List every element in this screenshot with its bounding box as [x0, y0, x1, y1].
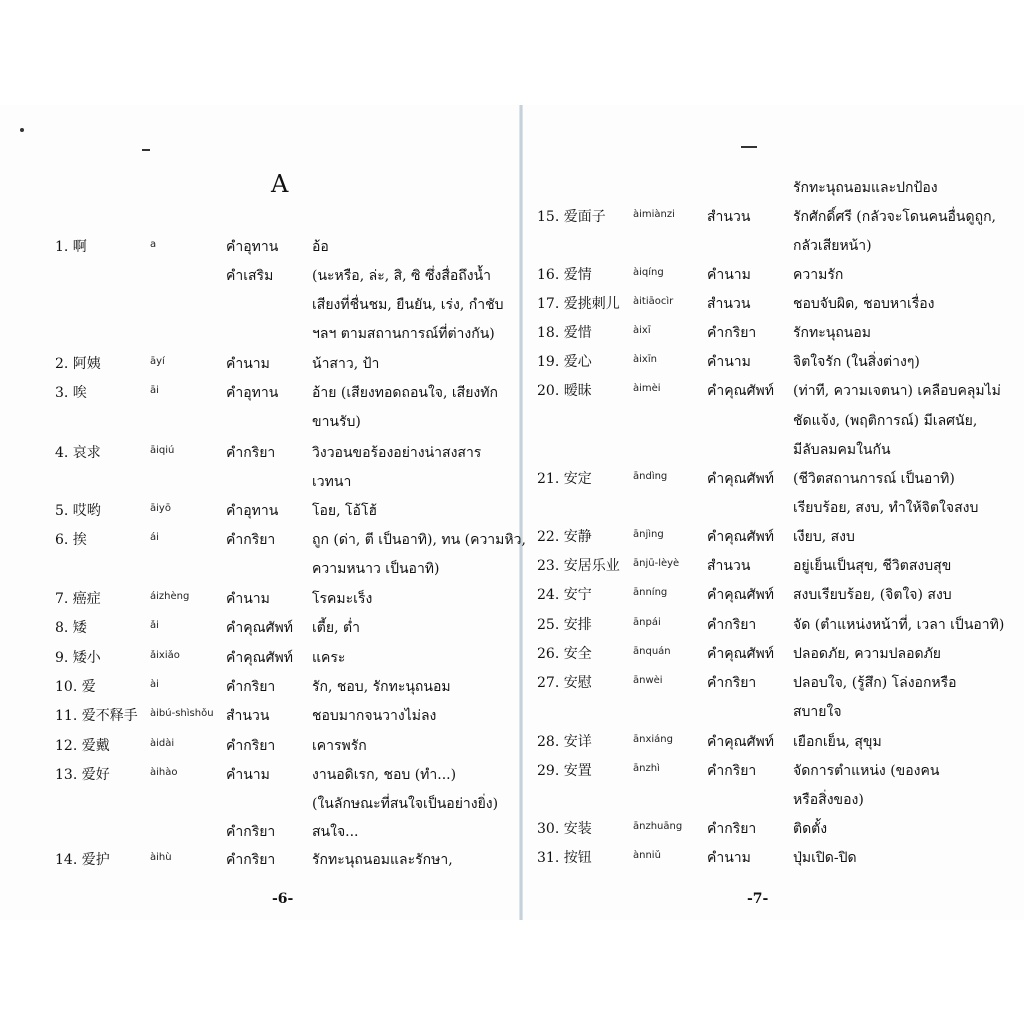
entry-meaning: สบายใจ	[793, 704, 842, 720]
entry-meaning: กลัวเสียหน้า)	[793, 238, 872, 254]
entry-meaning: (ในลักษณะที่สนใจเป็นอย่างยิ่ง)	[312, 796, 499, 812]
ink-speck	[741, 146, 757, 148]
entry-number: 18. 爱惜	[537, 325, 592, 341]
entry-number: 26. 安全	[537, 646, 592, 662]
ink-speck	[142, 149, 150, 151]
entry-part-of-speech: คำนาม	[226, 591, 270, 607]
entry-pinyin: ài	[150, 679, 159, 690]
entry-pinyin: àixīn	[633, 354, 657, 365]
entry-part-of-speech: คำคุณศัพท์	[707, 734, 774, 750]
entry-pinyin: ānzhì	[633, 763, 660, 774]
entry-meaning: ถูก (ด่า, ตี เป็นอาทิ), ทน (ความหิว,	[312, 532, 526, 548]
entry-number: 30. 安装	[537, 821, 592, 837]
entry-part-of-speech: คำนาม	[707, 850, 751, 866]
entry-pinyin: ānníng	[633, 587, 668, 598]
entry-pinyin: āyí	[150, 356, 165, 367]
entry-meaning: มีลับลมคมในกัน	[793, 442, 891, 458]
entry-meaning: รักทะนุถนอมและรักษา,	[312, 852, 453, 868]
entry-meaning: รักทะนุถนอมและปกป้อง	[793, 180, 938, 196]
entry-meaning: ติดตั้ง	[793, 821, 828, 837]
entry-meaning: ชอบจับผิด, ชอบหาเรื่อง	[793, 296, 935, 312]
entry-number: 9. 矮小	[55, 650, 101, 666]
entry-meaning: (นะหรือ, ล่ะ, สิ, ซิ ซึ่งสื่อถึงน้ำ	[312, 268, 492, 284]
entry-pinyin: àitiāocìr	[633, 296, 674, 307]
entry-part-of-speech: สำนวน	[707, 558, 751, 574]
entry-part-of-speech: คำอุทาน	[226, 385, 279, 401]
entry-pinyin: ānzhuāng	[633, 821, 683, 832]
entry-meaning: ปลอบใจ, (รู้สึก) โล่งอกหรือ	[793, 675, 957, 691]
entry-pinyin: ānjìng	[633, 529, 664, 540]
entry-meaning: เคารพรัก	[312, 738, 367, 754]
entry-number: 25. 安排	[537, 617, 592, 633]
entry-number: 8. 矮	[55, 620, 87, 636]
entry-meaning: (ท่าที, ความเจตนา) เคลือบคลุมไม่	[793, 383, 1001, 399]
entry-number: 14. 爱护	[55, 852, 110, 868]
entry-number: 2. 阿姨	[55, 356, 101, 372]
section-letter: A	[271, 170, 289, 198]
entry-part-of-speech: คำคุณศัพท์	[707, 471, 774, 487]
entry-meaning: อยู่เย็นเป็นสุข, ชีวิตสงบสุข	[793, 558, 952, 574]
entry-pinyin: ānxiáng	[633, 734, 673, 745]
entry-part-of-speech: สำนวน	[226, 708, 270, 724]
entry-number: 16. 爱情	[537, 267, 592, 283]
entry-number: 31. 按钮	[537, 850, 592, 866]
entry-number: 3. 唉	[55, 385, 87, 401]
entry-part-of-speech: คำนาม	[226, 767, 270, 783]
entry-part-of-speech: คำนาม	[707, 354, 751, 370]
page-number: -6-	[272, 891, 294, 907]
entry-meaning: รักศักดิ์ศรี (กลัวจะโดนคนอื่นดูถูก,	[793, 209, 996, 225]
entry-meaning: เวทนา	[312, 474, 352, 490]
entry-meaning: เงียบ, สงบ	[793, 529, 855, 545]
entry-part-of-speech: คำนาม	[707, 267, 751, 283]
entry-meaning: โอย, โอ้โฮ้	[312, 503, 378, 519]
entry-part-of-speech: คำกริยา	[707, 325, 757, 341]
entry-meaning: (ชีวิตสถานการณ์ เป็นอาทิ)	[793, 471, 955, 487]
entry-pinyin: àidài	[150, 738, 175, 749]
entry-meaning: สนใจ...	[312, 824, 359, 840]
entry-number: 11. 爱不释手	[55, 708, 138, 724]
entry-pinyin: ǎi	[150, 620, 159, 631]
entry-meaning: รักทะนุถนอม	[793, 325, 871, 341]
entry-pinyin: āndìng	[633, 471, 668, 482]
entry-meaning: สงบเรียบร้อย, (จิตใจ) สงบ	[793, 587, 952, 603]
entry-part-of-speech: คำคุณศัพท์	[707, 529, 774, 545]
entry-pinyin: àibú-shìshǒu	[150, 708, 214, 719]
entry-meaning: เรียบร้อย, สงบ, ทำให้จิตใจสงบ	[793, 500, 979, 516]
entry-number: 10. 爱	[55, 679, 96, 695]
entry-part-of-speech: คำกริยา	[707, 617, 757, 633]
entry-number: 13. 爱好	[55, 767, 110, 783]
entry-number: 29. 安置	[537, 763, 592, 779]
entry-number: 15. 爱面子	[537, 209, 606, 225]
entry-meaning: ความหนาว เป็นอาทิ)	[312, 561, 440, 577]
entry-number: 7. 癌症	[55, 591, 101, 607]
entry-pinyin: àiqíng	[633, 267, 664, 278]
entry-part-of-speech: คำอุทาน	[226, 503, 279, 519]
entry-meaning: โรคมะเร็ง	[312, 591, 373, 607]
entry-pinyin: ānquán	[633, 646, 671, 657]
entry-number: 12. 爱戴	[55, 738, 110, 754]
entry-number: 17. 爱挑刺儿	[537, 296, 620, 312]
entry-number: 22. 安静	[537, 529, 592, 545]
entry-pinyin: àixī	[633, 325, 651, 336]
entry-meaning: ความรัก	[793, 267, 844, 283]
entry-meaning: เตี้ย, ต่ำ	[312, 620, 360, 636]
entry-number: 27. 安慰	[537, 675, 592, 691]
entry-number: 24. 安宁	[537, 587, 592, 603]
entry-meaning: อ้อ	[312, 239, 329, 255]
book-spine	[519, 105, 523, 920]
entry-meaning: หรือสิ่งของ)	[793, 792, 864, 808]
entry-pinyin: ānwèi	[633, 675, 663, 686]
entry-number: 6. 挨	[55, 532, 87, 548]
page-number: -7-	[747, 891, 769, 907]
entry-meaning: งานอดิเรก, ชอบ (ทำ...)	[312, 767, 457, 783]
entry-number: 23. 安居乐业	[537, 558, 620, 574]
entry-pinyin: àihù	[150, 852, 172, 863]
entry-part-of-speech: คำกริยา	[226, 445, 276, 461]
entry-part-of-speech: สำนวน	[707, 296, 751, 312]
ink-speck	[20, 128, 24, 132]
entry-meaning: จัดการตำแหน่ง (ของคน	[793, 763, 940, 779]
entry-pinyin: ānjū-lèyè	[633, 558, 680, 569]
entry-part-of-speech: คำนาม	[226, 356, 270, 372]
entry-part-of-speech: คำกริยา	[707, 821, 757, 837]
entry-part-of-speech: คำกริยา	[226, 852, 276, 868]
entry-meaning: ชอบมากจนวางไม่ลง	[312, 708, 437, 724]
entry-pinyin: ànniǔ	[633, 850, 661, 861]
entry-number: 5. 哎哟	[55, 503, 101, 519]
entry-pinyin: àimèi	[633, 383, 661, 394]
entry-part-of-speech: คำกริยา	[226, 679, 276, 695]
entry-pinyin: āi	[150, 385, 159, 396]
entry-pinyin: àimiànzi	[633, 209, 675, 220]
entry-part-of-speech: คำคุณศัพท์	[707, 383, 774, 399]
entry-pinyin: áizhèng	[150, 591, 190, 602]
entry-number: 1. 啊	[55, 239, 87, 255]
entry-pinyin: āiyō	[150, 503, 171, 514]
entry-part-of-speech: คำอุทาน	[226, 239, 279, 255]
entry-pinyin: ānpái	[633, 617, 661, 628]
entry-pinyin: àihào	[150, 767, 178, 778]
entry-part-of-speech: คำคุณศัพท์	[707, 646, 774, 662]
entry-meaning: จิตใจรัก (ในสิ่งต่างๆ)	[793, 354, 920, 370]
entry-part-of-speech: คำกริยา	[226, 532, 276, 548]
entry-part-of-speech: คำคุณศัพท์	[226, 620, 293, 636]
entry-pinyin: a	[150, 239, 157, 250]
entry-number: 21. 安定	[537, 471, 592, 487]
entry-part-of-speech: คำกริยา	[707, 675, 757, 691]
entry-part-of-speech: สำนวน	[707, 209, 751, 225]
entry-pinyin: ái	[150, 532, 159, 543]
entry-meaning: ชัดแจ้ง, (พฤติการณ์) มีเลศนัย,	[793, 413, 978, 429]
entry-meaning: ขานรับ)	[312, 414, 361, 430]
entry-number: 4. 哀求	[55, 445, 101, 461]
entry-number: 19. 爱心	[537, 354, 592, 370]
entry-meaning: รัก, ชอบ, รักทะนุถนอม	[312, 679, 451, 695]
entry-meaning: เยือกเย็น, สุขุม	[793, 734, 882, 750]
entry-meaning: ฯลฯ ตามสถานการณ์ที่ต่างกัน)	[312, 326, 495, 342]
entry-number: 28. 安详	[537, 734, 592, 750]
entry-part-of-speech: คำกริยา	[226, 824, 276, 840]
entry-part-of-speech: คำเสริม	[226, 268, 274, 284]
entry-pinyin: āiqiú	[150, 445, 175, 456]
entry-meaning: จัด (ตำแหน่งหน้าที่, เวลา เป็นอาทิ)	[793, 617, 1005, 633]
entry-meaning: เสียงที่ชื่นชม, ยืนยัน, เร่ง, กำชับ	[312, 297, 504, 313]
entry-meaning: ปุ่มเปิด-ปิด	[793, 850, 857, 866]
entry-meaning: อ้าย (เสียงทอดถอนใจ, เสียงทัก	[312, 385, 498, 401]
entry-part-of-speech: คำกริยา	[226, 738, 276, 754]
entry-part-of-speech: คำคุณศัพท์	[226, 650, 293, 666]
entry-meaning: น้าสาว, ป้า	[312, 356, 380, 372]
entry-pinyin: ǎixiǎo	[150, 650, 180, 661]
entry-part-of-speech: คำคุณศัพท์	[707, 587, 774, 603]
entry-meaning: แคระ	[312, 650, 346, 666]
entry-number: 20. 暧昧	[537, 383, 592, 399]
entry-meaning: วิงวอนขอร้องอย่างน่าสงสาร	[312, 445, 482, 461]
entry-part-of-speech: คำกริยา	[707, 763, 757, 779]
entry-meaning: ปลอดภัย, ความปลอดภัย	[793, 646, 942, 662]
